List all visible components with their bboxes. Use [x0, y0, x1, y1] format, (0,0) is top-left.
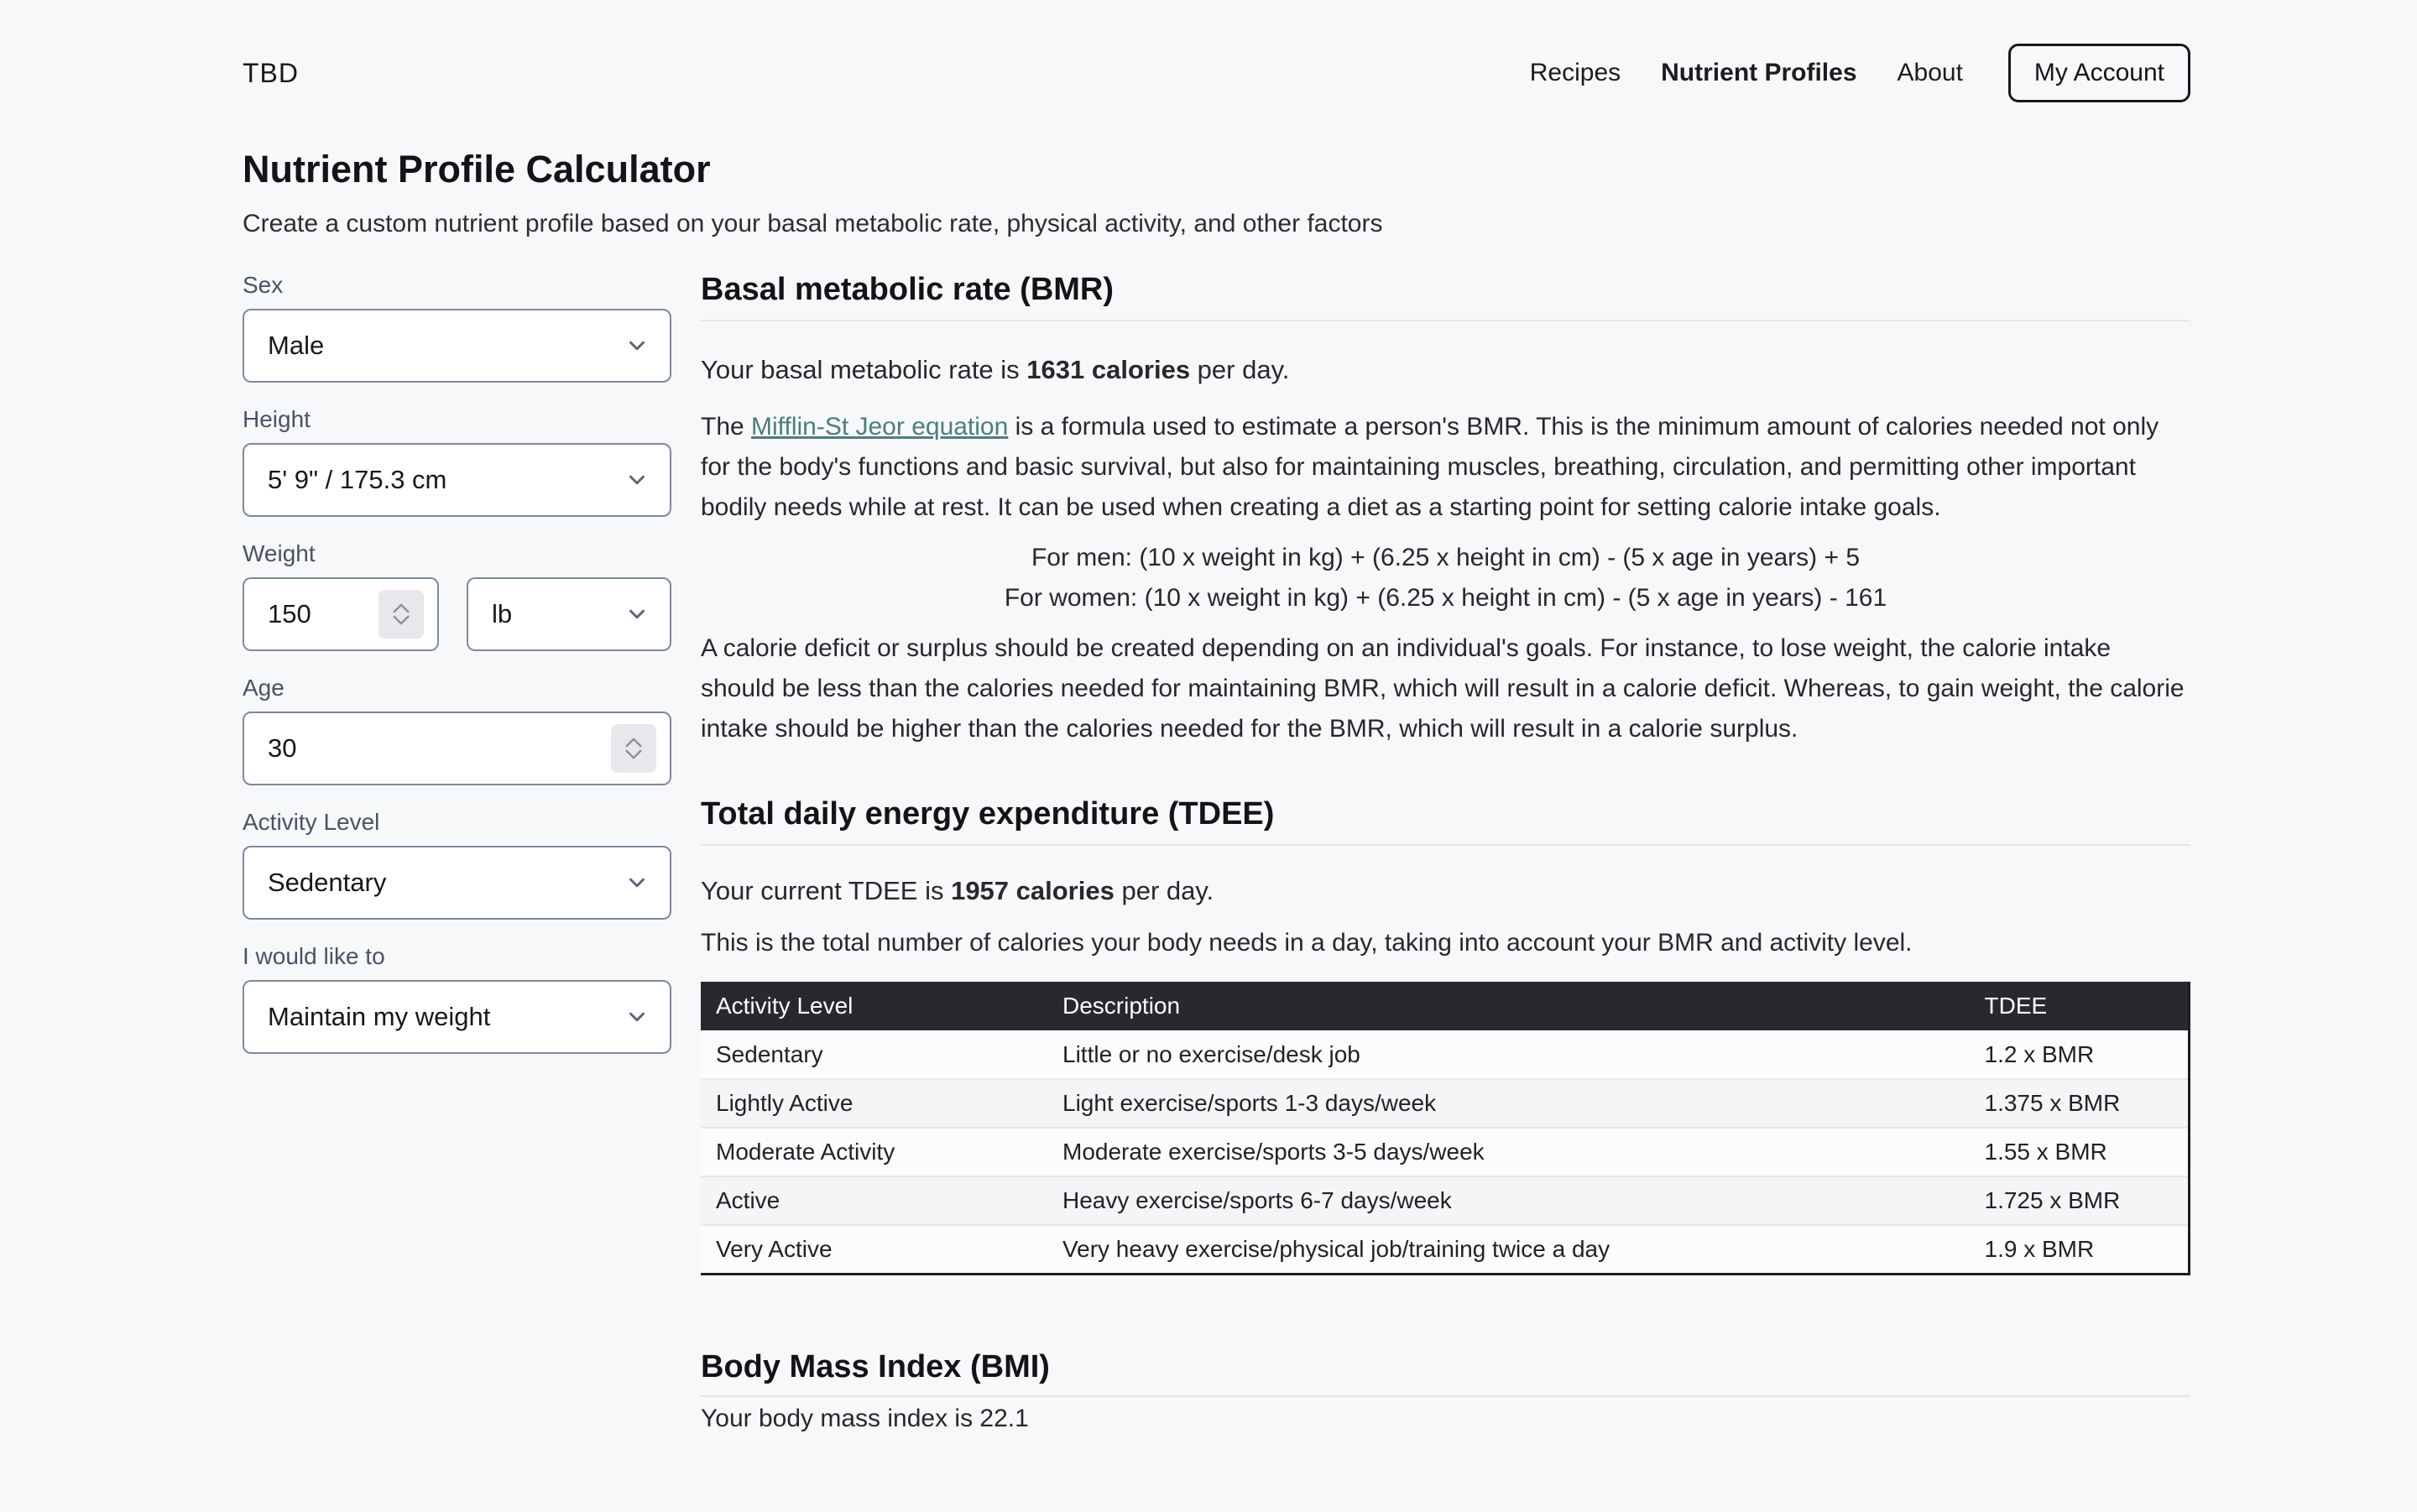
chevron-down-icon [624, 870, 650, 895]
weight-unit-select[interactable] [467, 577, 671, 651]
cell-tdee: 1.2 x BMR [1970, 1030, 2190, 1079]
age-field [243, 675, 671, 785]
tdee-result-suffix: per day. [1114, 876, 1214, 905]
cell-activity: Active [701, 1176, 1047, 1225]
cell-description: Heavy exercise/sports 6-7 days/week [1047, 1176, 1970, 1225]
chevron-down-icon [624, 602, 650, 627]
weight-input-wrap [243, 577, 439, 651]
column-header-activity-level: Activity Level [701, 982, 1047, 1030]
goal-label: I would like to [243, 943, 385, 969]
bmr-desc-prefix: The [701, 413, 752, 441]
page-subtitle: Create a custom nutrient profile based on your basal metabolic rate, physical activity, and other factors [243, 210, 1383, 237]
page-title: Nutrient Profile Calculator [243, 148, 711, 190]
cell-activity: Sedentary [701, 1030, 1047, 1079]
chevron-up-icon [392, 602, 410, 613]
tdee-heading: Total daily energy expenditure (TDEE) [701, 796, 2190, 846]
activity-label: Activity Level [243, 809, 380, 835]
chevron-down-icon [392, 615, 410, 626]
activity-field [243, 809, 671, 920]
bmr-result-prefix: Your basal metabolic rate is [701, 355, 1027, 384]
cell-description: Moderate exercise/sports 3-5 days/week [1047, 1128, 1970, 1176]
goal-field [243, 943, 671, 1054]
content-columns [0, 238, 2417, 1432]
bmi-result-line-clipped: Your body mass index is 22.1 [701, 1404, 1029, 1432]
activity-select-value: Sedentary [268, 868, 387, 897]
formula-men: For men: (10 x weight in kg) + (6.25 x height in cm) - (5 x age in years) + 5 [1031, 544, 1861, 571]
cell-activity: Very Active [701, 1225, 1047, 1274]
sex-field [243, 272, 671, 383]
tdee-table [701, 982, 2190, 1275]
tdee-section [701, 796, 2190, 1275]
chevron-down-icon [624, 333, 650, 358]
bmi-heading: Body Mass Index (BMI) [701, 1349, 2190, 1397]
title-block [0, 102, 2417, 238]
bmr-result-value: 1631 calories [1026, 355, 1191, 384]
bmr-result-line [701, 350, 2190, 390]
bmr-desc-suffix: is a formula used to estimate a person's BMR. This is the minimum amount of calories needed not only for the body's functions and basic survival, but also for maintaining muscles, breathing, circulation, and permitting other important bodily needs while at rest. It can be used when creating a diet as a starting point for setting calorie intake goals. [701, 413, 2159, 521]
goal-select-value: Maintain my weight [268, 1002, 491, 1031]
calorie-deficit-paragraph: A calorie deficit or surplus should be created depending on an individual's goals. For instance, to lose weight, the calorie intake should be less than the calories needed for maintaining BMR, which will result in a calorie deficit. Whereas, to gain weight, the calorie intake should be higher than the calories needed for the BMR, which will result in a calorie surplus. [701, 634, 2185, 743]
brand-logo[interactable]: TBD [243, 57, 299, 88]
age-input-wrap [243, 712, 671, 785]
height-select[interactable] [243, 443, 671, 517]
results-panel [701, 272, 2190, 1432]
tdee-description: This is the total number of calories your body needs in a day, taking into account your BMR and activity level. [701, 929, 1913, 957]
nav-link-about[interactable]: About [1897, 59, 1963, 86]
table-row [701, 1079, 2190, 1128]
height-field [243, 406, 671, 517]
age-input[interactable] [268, 733, 352, 764]
age-label: Age [243, 675, 285, 701]
weight-stepper[interactable] [378, 590, 424, 639]
mifflin-st-jeor-link[interactable]: Mifflin-St Jeor equation [751, 413, 1009, 441]
nav-link-recipes[interactable]: Recipes [1529, 59, 1621, 86]
table-row [701, 1030, 2190, 1079]
table-header-row [701, 982, 2190, 1030]
cell-description: Little or no exercise/desk job [1047, 1030, 1970, 1079]
bmr-section [701, 272, 2190, 749]
weight-label: Weight [243, 540, 316, 566]
column-header-tdee: TDEE [1970, 982, 2190, 1030]
bmr-description [701, 407, 2190, 528]
bmr-formulas [701, 538, 2190, 618]
activity-select[interactable] [243, 846, 671, 920]
cell-tdee: 1.55 x BMR [1970, 1128, 2190, 1176]
height-label: Height [243, 406, 311, 432]
sex-select-value: Male [268, 331, 325, 360]
table-row [701, 1128, 2190, 1176]
bmr-result-suffix: per day. [1190, 355, 1290, 384]
main-nav [1530, 44, 2190, 102]
table-row [701, 1225, 2190, 1274]
cell-tdee: 1.375 x BMR [1970, 1079, 2190, 1128]
bmi-section [701, 1349, 2190, 1432]
age-stepper[interactable] [611, 724, 656, 773]
cell-description: Light exercise/sports 1-3 days/week [1047, 1079, 1970, 1128]
height-select-value: 5' 9" / 175.3 cm [268, 465, 447, 494]
goal-select[interactable] [243, 980, 671, 1054]
tdee-result-prefix: Your current TDEE is [701, 876, 952, 905]
tdee-result-line [701, 871, 2190, 911]
column-header-description: Description [1047, 982, 1970, 1030]
chevron-up-icon [624, 737, 643, 748]
tdee-result-value: 1957 calories [951, 876, 1115, 905]
weight-field [243, 540, 671, 651]
cell-tdee: 1.725 x BMR [1970, 1176, 2190, 1225]
my-account-button[interactable]: My Account [2008, 44, 2190, 102]
chevron-down-icon [624, 467, 650, 493]
chevron-down-icon [624, 1004, 650, 1030]
cell-activity: Lightly Active [701, 1079, 1047, 1128]
weight-input[interactable] [268, 599, 352, 629]
cell-activity: Moderate Activity [701, 1128, 1047, 1176]
bmr-heading: Basal metabolic rate (BMR) [701, 272, 2190, 321]
table-row [701, 1176, 2190, 1225]
cell-description: Very heavy exercise/physical job/training twice a day [1047, 1225, 1970, 1274]
sex-label: Sex [243, 272, 284, 298]
chevron-down-icon [624, 749, 643, 760]
formula-women: For women: (10 x weight in kg) + (6.25 x height in cm) - (5 x age in years) - 161 [1004, 584, 1887, 612]
cell-tdee: 1.9 x BMR [1970, 1225, 2190, 1274]
sex-select[interactable] [243, 309, 671, 383]
weight-unit-value: lb [492, 599, 513, 628]
calculator-form [243, 272, 671, 1077]
nav-link-nutrient-profiles[interactable]: Nutrient Profiles [1661, 59, 1857, 86]
header [0, 0, 2417, 102]
